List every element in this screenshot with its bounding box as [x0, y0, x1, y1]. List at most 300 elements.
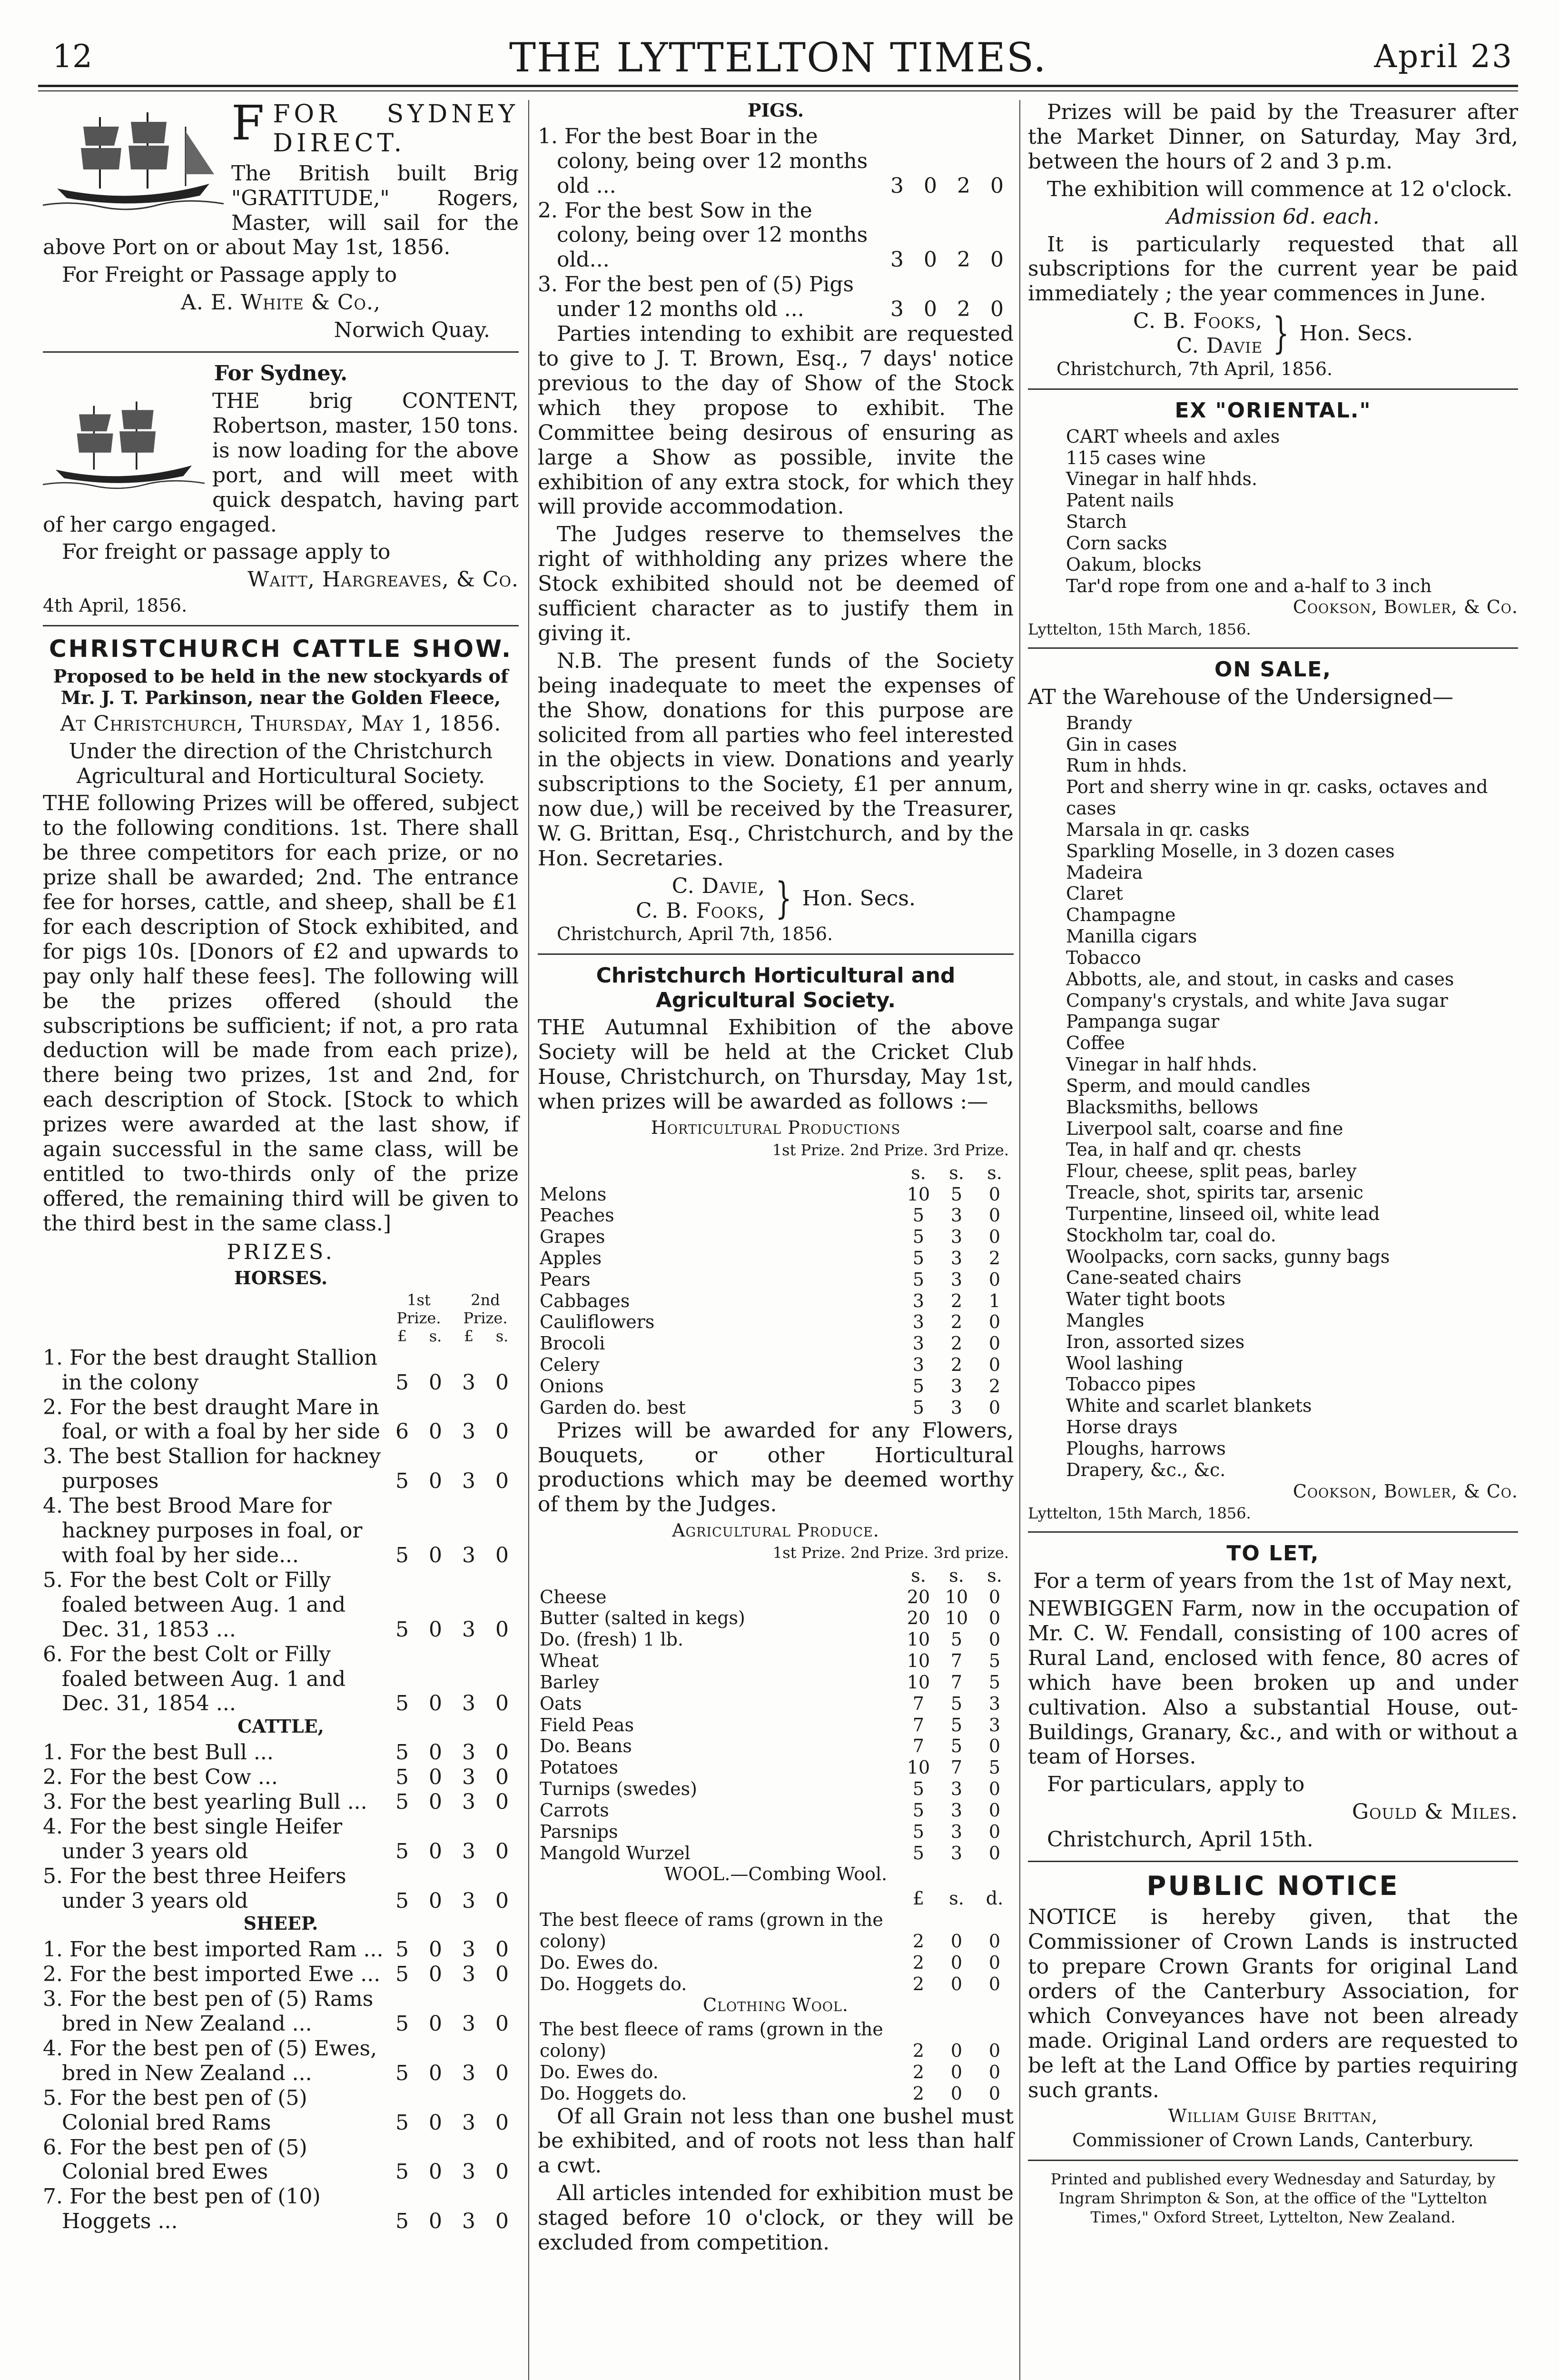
prize-item: Do. Ewes do. [540, 1952, 659, 1973]
column-head: s. [987, 1162, 1002, 1183]
prize-row [43, 1987, 519, 2036]
prize-value: 0 [988, 1799, 1001, 1821]
prize-item: Grapes [540, 1226, 605, 1248]
prize-value: 10 [907, 1629, 930, 1650]
prize-label: 3. The best Stallion for hackney purposes [43, 1444, 381, 1494]
list-item: Port and sherry wine in qr. casks, octaves and cases [1066, 776, 1488, 819]
prize-value: 5 [395, 1937, 409, 1962]
prize-value: 2 [950, 1311, 963, 1333]
public-notice-name: William Guise Brittan, [1168, 2105, 1378, 2127]
prizes-heading: PRIZES. [227, 1240, 335, 1264]
prize-row [538, 1952, 1014, 1973]
prize-row [538, 1757, 1014, 1778]
prize-label: 3. For the best pen of (5) Pigs under 12 months old ... [538, 272, 854, 322]
prize-value: 2 [912, 2040, 925, 2062]
clothing-wool-table [538, 2019, 1014, 2104]
prize-label: 1. For the best Boar in the colony, being over 12 months old ... [538, 124, 868, 198]
prize-value: 3 [462, 1617, 475, 1642]
prize-value: 0 [495, 1888, 509, 1913]
prize-value: 10 [907, 1671, 930, 1693]
list-item: Ploughs, harrows [1066, 1438, 1226, 1459]
prize-value: 5 [395, 1839, 409, 1864]
list-item: Abbotts, ale, and stout, in casks and cases [1066, 968, 1454, 990]
hort-grain: Of all Grain not less than one bushel must be exhibited, and of roots not less than half a cwt. [538, 2104, 1014, 2178]
prize-row [538, 1290, 1014, 1312]
prize-value: 0 [950, 1952, 963, 1973]
prize-value: 0 [495, 1839, 509, 1864]
ad-apply: For freight or passage apply to [62, 540, 391, 565]
cattle-show-heading: CHRISTCHURCH CATTLE SHOW. [49, 635, 513, 663]
prize-row [43, 1765, 519, 1790]
prize-value: 5 [950, 1714, 963, 1735]
prize-row [538, 1715, 1014, 1736]
prize-row [43, 2086, 519, 2135]
oriental-date: Lyttelton, 15th March, 1856. [1028, 620, 1251, 639]
prize-row [538, 2019, 1014, 2062]
list-item: Liverpool salt, coarse and fine [1066, 1118, 1343, 1139]
column-1 [43, 95, 519, 2234]
cattle-show-under: Under the direction of the Christchurch Agricultural and Horticultural Society. [69, 739, 493, 788]
prize-value: 5 [912, 1375, 925, 1397]
prize-item: Do. Ewes do. [540, 2061, 659, 2082]
column-head: s. [911, 1565, 926, 1586]
prize-label: 6. For the best Colt or Filly foaled between Aug. 1 and Dec. 31, 1854 ... [43, 1642, 346, 1716]
prize-label: 5. For the best Colt or Filly foaled between Aug. 1 and Dec. 31, 1853 ... [43, 1567, 346, 1642]
prize-row [538, 1397, 1014, 1418]
prize-value: 0 [988, 1607, 1001, 1629]
clothing-heading: Clothing Wool. [703, 1994, 849, 2016]
cattle-para-3: N.B. The present funds of the Society being inadequate to meet the expenses of the Show, donations for this purpose are solicited from all parties who feel interested in the objects in view. Donations and yearly subscriptions to the Society, £1 per annum, now due,) will be received by the Treasurer, W. G. Brittan, Esq., Christchurch, and by the Hon. Secretaries. [538, 648, 1014, 871]
prize-value: 5 [950, 1693, 963, 1714]
prize-row [43, 1494, 519, 1568]
prize-item: Do. Beans [540, 1735, 632, 1757]
list-item: Tar'd rope from one and a-half to 3 inch [1066, 575, 1432, 596]
list-item: Cane-seated chairs [1066, 1267, 1242, 1289]
spacer [538, 1888, 899, 1909]
prize-item: Melons [540, 1183, 607, 1205]
prize-value: 3 [912, 1333, 925, 1354]
public-notice-body: NOTICE is hereby given, that the Commissioner of Crown Lands is instructed to prepare Crown Grants for original Land orders of the Canterbury Association, for which Conveyances have not been already made. Original Land orders are requested to be left at the Land Office by parties requiring such grants. [1028, 1905, 1518, 2102]
oriental-list [1028, 426, 1518, 597]
prize-value: 2 [950, 1354, 963, 1376]
prize-value: 0 [495, 1962, 509, 1987]
prize-value: 5 [912, 1226, 925, 1248]
prize-value: 5 [395, 1543, 409, 1567]
ad-heading: FOR SYDNEY DIRECT. [273, 100, 519, 158]
list-item: Treacle, shot, spirits tar, arsenic [1066, 1182, 1363, 1203]
to-let-term: For a term of years from the 1st of May next, [1033, 1569, 1513, 1594]
list-item: 115 cases wine [1066, 447, 1206, 468]
prize-item: Brocoli [540, 1333, 605, 1354]
prize-row [43, 1740, 519, 1765]
prize-value: 2 [950, 1333, 963, 1354]
prize-value: 0 [988, 1183, 1001, 1205]
prize-value: 3 [950, 1842, 963, 1864]
list-item: Drapery, &c., &c. [1066, 1459, 1226, 1480]
prize-value: 0 [950, 1973, 963, 1994]
column-divider [528, 100, 529, 2380]
hort-commence: The exhibition will commence at 12 o'clock. [1047, 177, 1513, 201]
prize-value: 5 [395, 2061, 409, 2085]
to-let-body: NEWBIGGEN Farm, now in the occupation of Mr. C. W. Fendall, consisting of 100 acres of Rural Land, enclosed with fence, 80 acres of which have been broken up and under cultivation. Also a substantial House, out-Buildings, Granary, &c., and with or without a team of Horses. [1028, 1597, 1518, 1769]
prize-item: Cauliflowers [540, 1311, 655, 1333]
prize-item: Parsnips [540, 1821, 618, 1842]
hort-col-heads: 1st Prize. 2nd Prize. 3rd Prize. [772, 1140, 1009, 1159]
prize-value: 5 [912, 1269, 925, 1290]
prize-value: 0 [429, 1419, 442, 1444]
list-item: Champagne [1066, 904, 1176, 926]
list-item: Water tight boots [1066, 1289, 1225, 1310]
prize-value: 5 [912, 1842, 925, 1864]
table-head-row [538, 1888, 1014, 1909]
ad-apply: For Freight or Passage apply to [62, 263, 397, 288]
prize-value: 2 [912, 1973, 925, 1994]
prize-value: 0 [988, 1821, 1001, 1842]
prize-row [538, 1778, 1014, 1800]
prize-row [538, 1376, 1014, 1397]
column-head: s. [949, 1565, 964, 1586]
prize-label: 2. For the best Sow in the colony, being over 12 months old... [538, 198, 868, 272]
hort-prize-table [538, 1162, 1014, 1418]
prize-row [538, 1693, 1014, 1715]
prize-value: 10 [945, 1586, 968, 1607]
prize-row [538, 1821, 1014, 1843]
list-item: Rum in hhds. [1066, 755, 1187, 776]
list-item: Vinegar in half hhds. [1066, 468, 1258, 490]
prize-value: 0 [990, 248, 1004, 272]
prize-row [538, 1311, 1014, 1333]
prize-value: 0 [988, 1842, 1001, 1864]
prize-value: 0 [495, 2160, 509, 2184]
prize-row [538, 1909, 1014, 1952]
prize-value: 3 [950, 1205, 963, 1226]
prize-item: Onions [540, 1375, 604, 1397]
prize-value: 0 [990, 297, 1004, 322]
horticultural-society [538, 963, 1014, 2255]
prize-item: Carrots [540, 1799, 609, 1821]
list-item: Tobacco [1066, 947, 1141, 968]
prize-value: 3 [462, 1937, 475, 1962]
prize-row [43, 1937, 519, 1962]
prize-value: 0 [429, 1765, 442, 1790]
prize-value: 0 [429, 2209, 442, 2234]
prize-value: 3 [950, 1799, 963, 1821]
prize-value: 0 [950, 2040, 963, 2062]
list-item: Vinegar in half hhds. [1066, 1054, 1258, 1075]
prize-label: 7. For the best pen of (10) Hoggets ... [43, 2184, 321, 2234]
prize-value: 0 [988, 1205, 1001, 1226]
ad-agent: Waitt, Hargreaves, & Co. [247, 567, 519, 592]
prize-value: 0 [988, 1973, 1001, 1994]
list-item: Iron, assorted sizes [1066, 1331, 1245, 1352]
prize-value: 3 [462, 1839, 475, 1864]
prize-label: 2. For the best draught Mare in foal, or with a foal by her side [43, 1395, 380, 1444]
to-let-apply: For particulars, apply to [1047, 1772, 1305, 1797]
list-item: Madeira [1066, 862, 1143, 883]
prize-value: 3 [890, 173, 904, 198]
prize-row [43, 2036, 519, 2086]
cattle-heading: CATTLE, [237, 1716, 324, 1737]
prize-value: 0 [495, 1765, 509, 1790]
prize-item: Oats [540, 1693, 582, 1714]
prize-row [538, 1269, 1014, 1290]
prize-row [538, 1248, 1014, 1269]
prize-value: 3 [890, 297, 904, 322]
prize-value: 7 [912, 1693, 925, 1714]
prize-item: Peaches [540, 1205, 614, 1226]
prize-row [538, 1205, 1014, 1226]
prize-item: Do. (fresh) 1 lb. [540, 1629, 684, 1650]
prize-row [538, 1226, 1014, 1248]
prize-value: 0 [495, 1370, 509, 1395]
oriental-heading: EX "ORIENTAL." [1174, 398, 1372, 423]
prize-row [538, 2083, 1014, 2104]
column-head: s. [949, 1162, 964, 1183]
page-number: 12 [52, 38, 92, 75]
prize-value: 0 [988, 1586, 1001, 1607]
prize-value: 3 [950, 1778, 963, 1800]
column-head: d. [986, 1888, 1004, 1909]
hort-heading: Christchurch Horticultural and Agricultural Society. [596, 963, 956, 1012]
prize-value: 5 [950, 1735, 963, 1757]
prize-label: 5. For the best pen of (5) Colonial bred Rams [43, 2085, 307, 2135]
prize-value: 5 [395, 2110, 409, 2135]
prize-value: 5 [912, 1778, 925, 1800]
prize-value: 20 [907, 1607, 930, 1629]
prize-value: 3 [950, 1397, 963, 1418]
prize-value: 5 [912, 1821, 925, 1842]
prize-value: 3 [462, 2209, 475, 2234]
prize-value: 3 [988, 1693, 1001, 1714]
prize-value: 0 [495, 2012, 509, 2036]
prize-value: 0 [988, 1311, 1001, 1333]
prize-value: 0 [988, 1952, 1001, 1973]
sheep-heading: SHEEP. [243, 1913, 318, 1934]
prize-value: 0 [429, 2160, 442, 2184]
cattle-sig-date: Christchurch, April 7th, 1856. [557, 923, 833, 944]
column-head: s. [949, 1888, 964, 1909]
to-let-heading: TO LET, [1226, 1541, 1320, 1566]
prize-column-heads: 1st Prize. 2nd Prize. £ s. £ s. [396, 1291, 509, 1345]
prize-value: 0 [495, 1469, 509, 1494]
ad-oriental [1028, 398, 1518, 639]
prize-value: 2 [957, 173, 970, 198]
prize-value: 0 [988, 1735, 1001, 1757]
list-item: White and scarlet blankets [1066, 1395, 1312, 1417]
prize-value: 3 [912, 1290, 925, 1311]
prize-value: 5 [988, 1650, 1001, 1672]
cattle-para-2: The Judges reserve to themselves the right of withholding any prizes where the Stock exhibited should not be deemed of sufficient character as to justify them in giving it. [538, 522, 1014, 645]
prize-value: 3 [462, 1370, 475, 1395]
prize-value: 0 [988, 1629, 1001, 1650]
ship-illustration-icon [43, 103, 224, 217]
prize-value: 7 [912, 1735, 925, 1757]
prize-item: The best fleece of rams (grown in the colony) [540, 1909, 883, 1952]
prize-row [43, 2135, 519, 2185]
prize-label: 1. For the best draught Stallion in the colony [43, 1345, 378, 1395]
prize-label: 2. For the best Cow ... [43, 1765, 278, 1790]
list-item: Pampanga sugar [1066, 1011, 1220, 1032]
ad-agent: A. E. White & Co., [181, 290, 381, 315]
prize-value: 0 [429, 1370, 442, 1395]
prize-value: 0 [495, 1937, 509, 1962]
prize-value: 2 [957, 297, 970, 322]
prize-value: 0 [429, 2061, 442, 2085]
hort-staged: All articles intended for exhibition must be staged before 10 o'clock, or they will be excluded from competition. [538, 2181, 1014, 2255]
prize-row [43, 1444, 519, 1494]
prize-label: 1. For the best imported Ram ... [43, 1937, 384, 1962]
prize-row [538, 1354, 1014, 1376]
prize-value: 3 [462, 1469, 475, 1494]
cattle-show-body: THE following Prizes will be offered, subject to the following conditions. 1st. There shall be three competitors for each prize, or no prize shall be awarded; 2nd. The entrance fee for horses, cattle, and sheep, shall be £1 for each description of Stock exhibited, and for pigs 10s. [Donors of £2 and upwards to pay only half these fees]. The following will be the prizes offered (should the subscriptions be sufficient; if not, a pro rata deduction will be made from each prize), there being two prizes, 1st and 2nd, for each description of Stock. [Stock to which prizes were awarded at the last show, if again successful in the same class, will be entitled to two-thirds only of the prize offered, the remaining third will be given to the third best in the same class.] [43, 791, 519, 1236]
prize-value: 5 [395, 2209, 409, 2234]
prize-item: Celery [540, 1354, 600, 1376]
list-item: Horse drays [1066, 1417, 1178, 1438]
prize-value: 5 [988, 1671, 1001, 1693]
prize-value: 0 [988, 1269, 1001, 1290]
prize-item: Do. Hoggets do. [540, 1973, 687, 1994]
prize-value: 0 [429, 2110, 442, 2135]
prize-value: 5 [395, 1740, 409, 1765]
prize-value: 2 [988, 1375, 1001, 1397]
prize-value: 7 [950, 1650, 963, 1672]
prize-value: 0 [988, 2040, 1001, 2062]
prize-row [538, 1629, 1014, 1650]
list-item: Manilla cigars [1066, 926, 1197, 947]
to-let-date: Christchurch, April 15th. [1047, 1827, 1313, 1852]
list-item: Company's crystals, and white Java sugar [1066, 990, 1448, 1011]
prize-row [538, 1800, 1014, 1821]
prize-row [43, 1346, 519, 1395]
on-sale-date: Lyttelton, 15th March, 1856. [1028, 1504, 1251, 1523]
prize-value: 3 [462, 1765, 475, 1790]
prize-value: 5 [988, 1757, 1001, 1778]
prize-value: 5 [950, 1629, 963, 1650]
prize-value: 5 [395, 1370, 409, 1395]
prize-value: 3 [950, 1821, 963, 1842]
cattle-prize-table [43, 1740, 519, 1913]
agri-prize-table [538, 1565, 1014, 1864]
hort-paid: Prizes will be paid by the Treasurer after the Market Dinner, on Saturday, May 3rd, between the hours of 2 and 3 p.m. [1028, 100, 1518, 174]
prize-value: 7 [950, 1671, 963, 1693]
prize-row [538, 2062, 1014, 2083]
to-let-agent: Gould & Miles. [1352, 1800, 1518, 1825]
prize-item: Potatoes [540, 1757, 618, 1778]
list-item: Flour, cheese, split peas, barley [1066, 1160, 1357, 1182]
prize-row [538, 272, 1014, 322]
hort-signature: C. B. Fooks, C. Davie } Hon. Secs. [1133, 308, 1413, 359]
masthead-rule-thin [38, 90, 1518, 91]
list-item: Tea, in half and qr. chests [1066, 1139, 1302, 1160]
prize-value: 0 [495, 1543, 509, 1567]
prize-value: 5 [395, 2160, 409, 2184]
prize-value: 0 [495, 1740, 509, 1765]
prize-value: 0 [924, 173, 937, 198]
prize-label: 3. For the best yearling Bull ... [43, 1789, 367, 1814]
prize-label: 2. For the best imported Ewe ... [43, 1962, 381, 1987]
on-sale-list [1028, 713, 1518, 1481]
hort-productions-heading: Horticultural Productions [651, 1117, 901, 1139]
list-item: Stockholm tar, coal do. [1066, 1224, 1276, 1246]
prize-value: 0 [495, 2110, 509, 2135]
prize-item: The best fleece of rams (grown in the colony) [540, 2019, 883, 2062]
prize-value: 3 [462, 1888, 475, 1913]
prize-value: 0 [924, 248, 937, 272]
pigs-prize-table [538, 124, 1014, 322]
newspaper-title: THE LYTTELTON TIMES. [509, 34, 1047, 81]
prize-value: 5 [912, 1247, 925, 1269]
prize-row [538, 1607, 1014, 1629]
prize-row [538, 1735, 1014, 1757]
prize-value: 3 [912, 1311, 925, 1333]
hort-flowers: Prizes will be awarded for any Flowers, Bouquets, or other Horticultural productions which may be deemed worthy of them by the Judges. [538, 1418, 1014, 1517]
prize-value: 0 [950, 2061, 963, 2082]
prize-value: 0 [429, 1937, 442, 1962]
prize-row [538, 1184, 1014, 1205]
cattle-show [43, 635, 519, 2234]
agri-col-heads: 1st Prize. 2nd Prize. 3rd prize. [772, 1544, 1009, 1562]
prize-item: Barley [540, 1671, 599, 1693]
prize-value: 0 [495, 1617, 509, 1642]
prize-value: 0 [429, 1888, 442, 1913]
prize-value: 0 [429, 1469, 442, 1494]
table-head-row [538, 1162, 1014, 1184]
prize-label: 4. For the best pen of (5) Ewes, bred in New Zealand ... [43, 2036, 377, 2085]
prize-row [538, 124, 1014, 198]
list-item: Marsala in qr. casks [1066, 819, 1250, 840]
ad-on-sale [1028, 657, 1518, 1523]
prize-row [43, 1815, 519, 1864]
prize-value: 3 [462, 2110, 475, 2135]
prize-value: 0 [950, 1930, 963, 1952]
prize-value: 0 [429, 1691, 442, 1716]
horses-prize-table [43, 1346, 519, 1716]
prize-item: Field Peas [540, 1714, 634, 1735]
combing-wool-table [538, 1888, 1014, 1994]
prize-row [43, 1790, 519, 1815]
cattle-para-1: Parties intending to exhibit are requested to give to J. T. Brown, Esq., 7 days' notice previous to the day of Show of the Stock which they propose to exhibit. The Committee being desirous of ensuring as large a Show as possible, invite the exhibition of any extra stock, for which they will provide accommodation. [538, 322, 1014, 519]
prize-item: Butter (salted in kegs) [540, 1607, 745, 1629]
prize-value: 5 [395, 1765, 409, 1790]
prize-value: 5 [950, 1183, 963, 1205]
prize-value: 0 [950, 2082, 963, 2104]
prize-value: 5 [395, 1789, 409, 1814]
prize-value: 0 [429, 1617, 442, 1642]
list-item: Tobacco pipes [1066, 1374, 1196, 1395]
list-item: Gin in cases [1066, 734, 1177, 755]
prize-item: Mangold Wurzel [540, 1842, 691, 1864]
prize-value: 0 [429, 1962, 442, 1987]
prize-label: 4. The best Brood Mare for hackney purposes in foal, or with foal by her side... [43, 1494, 363, 1567]
column-3 [1028, 100, 1518, 2230]
prize-value: 2 [912, 1952, 925, 1973]
prize-value: 3 [950, 1226, 963, 1248]
column-2 [538, 100, 1014, 2258]
prize-value: 5 [395, 1617, 409, 1642]
list-item: Woolpacks, corn sacks, gunny bags [1066, 1246, 1390, 1267]
prize-value: 3 [462, 1789, 475, 1814]
prize-value: 2 [988, 1247, 1001, 1269]
prize-item: Apples [540, 1247, 602, 1269]
wool-heading: WOOL.—Combing Wool. [664, 1864, 888, 1885]
prize-value: 3 [462, 1419, 475, 1444]
prize-value: 1 [988, 1290, 1001, 1311]
prize-value: 3 [462, 1543, 475, 1567]
prize-value: 3 [462, 2012, 475, 2036]
prize-value: 2 [950, 1290, 963, 1311]
prize-label: 4. For the best single Heifer under 3 years old [43, 1814, 343, 1864]
public-notice-heading: PUBLIC NOTICE [1146, 1871, 1400, 1902]
